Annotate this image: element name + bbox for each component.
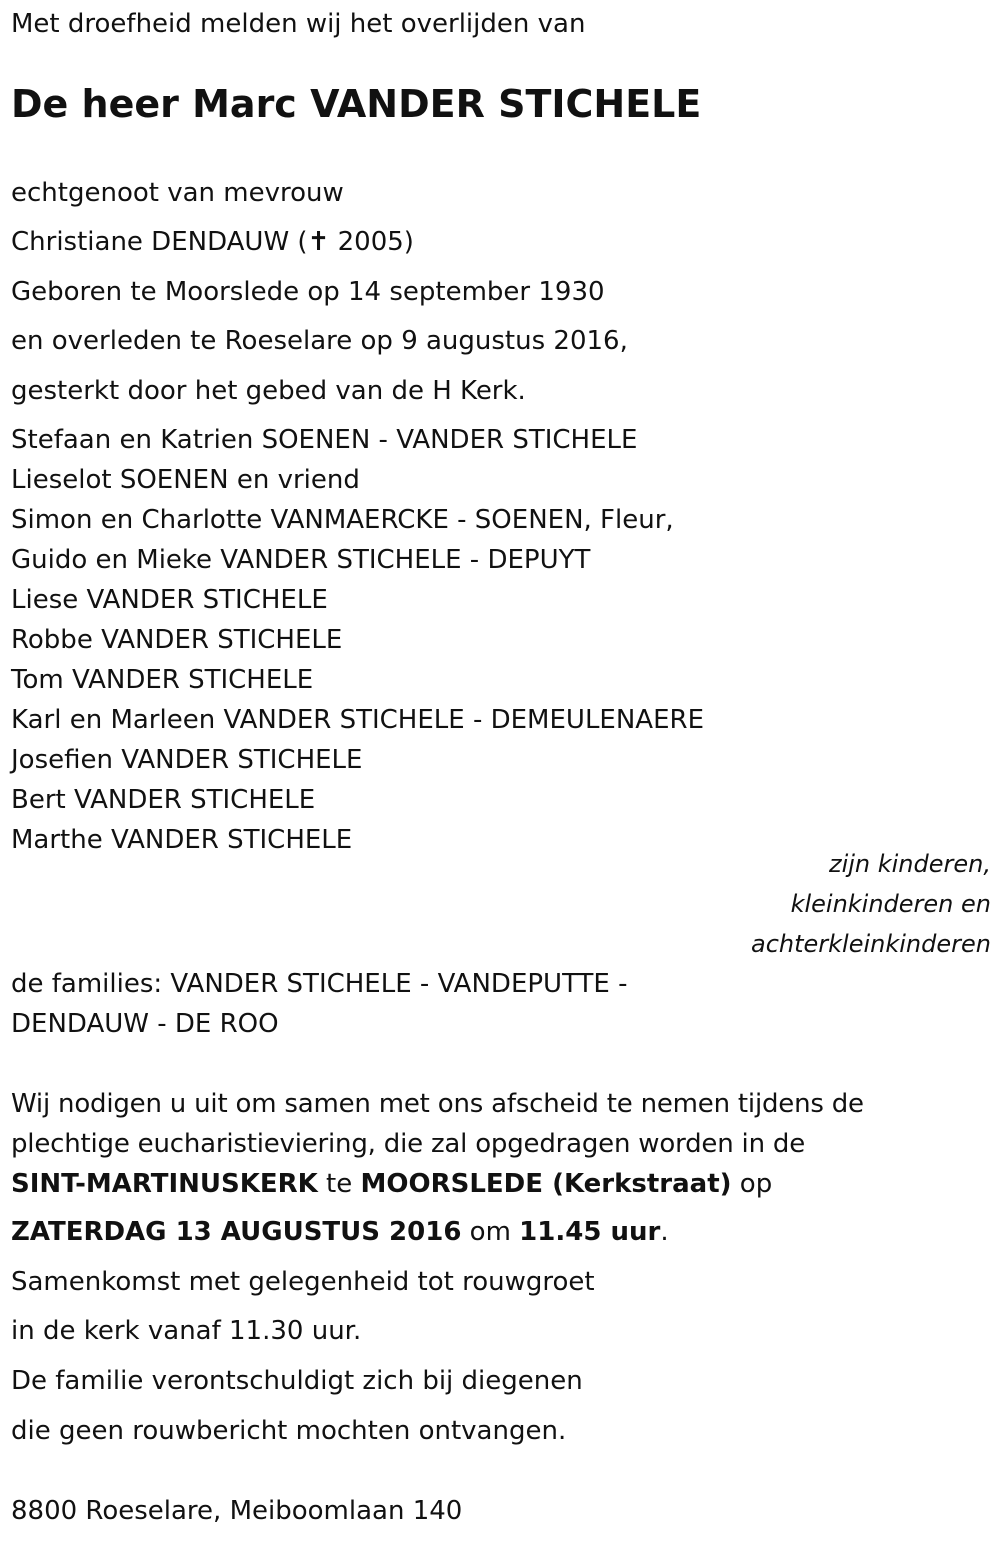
connector-te: te: [317, 1169, 361, 1199]
spouse-line-2: Christiane DENDAUW (✝ 2005): [11, 227, 414, 257]
address: 8800 Roeselare, Meiboomlaan 140: [11, 1496, 463, 1526]
blessing-line: gesterkt door het gebed van de H Kerk.: [11, 376, 526, 406]
connector-op: op: [731, 1169, 773, 1199]
deceased-name: De heer Marc VANDER STICHELE: [11, 82, 702, 126]
gathering-line-2: in de kerk vanaf 11.30 uur.: [11, 1316, 362, 1346]
family-member: Liese VANDER STICHELE: [11, 585, 328, 615]
ceremony-line-2: plechtige eucharistieviering, die zal opgedragen worden in de: [11, 1129, 806, 1159]
ceremony-line-1: Wij nodigen u uit om samen met ons afscheid te nemen tijdens de: [11, 1089, 864, 1119]
intro-text: Met droefheid melden wij het overlijden van: [11, 9, 586, 39]
families-line-2: DENDAUW - DE ROO: [11, 1009, 279, 1039]
church-name: SINT-MARTINUSKERK: [11, 1169, 318, 1199]
family-member: Simon en Charlotte VANMAERCKE - SOENEN, Fleur,: [11, 505, 674, 535]
spouse-line-1: echtgenoot van mevrouw: [11, 178, 344, 208]
relation-line: zijn kinderen,: [828, 850, 991, 878]
relation-line: kleinkinderen en: [790, 890, 991, 918]
family-member: Stefaan en Katrien SOENEN - VANDER STICHELE: [11, 425, 638, 455]
death-line: en overleden te Roeselare op 9 augustus 2016,: [11, 326, 628, 356]
ceremony-location-line: [11, 1169, 772, 1200]
family-member: Marthe VANDER STICHELE: [11, 825, 353, 855]
relation-line: achterkleinkinderen: [751, 930, 991, 958]
apology-line-1: De familie verontschuldigt zich bij diegenen: [11, 1366, 583, 1396]
families-line-1: de families: VANDER STICHELE - VANDEPUTTE -: [11, 969, 628, 999]
family-member: Karl en Marleen VANDER STICHELE - DEMEULENAERE: [11, 705, 705, 735]
ceremony-date: ZATERDAG 13 AUGUSTUS 2016: [11, 1217, 462, 1247]
family-member: Guido en Mieke VANDER STICHELE - DEPUYT: [11, 545, 591, 575]
connector-om: om: [461, 1217, 520, 1247]
apology-line-2: die geen rouwbericht mochten ontvangen.: [11, 1416, 567, 1446]
period: .: [660, 1217, 669, 1247]
birth-line: Geboren te Moorslede op 14 september 1930: [11, 277, 605, 307]
family-member: Robbe VANDER STICHELE: [11, 625, 343, 655]
gathering-line-1: Samenkomst met gelegenheid tot rouwgroet: [11, 1267, 595, 1297]
obituary-notice: [11, 0, 991, 1546]
family-member: Lieselot SOENEN en vriend: [11, 465, 360, 495]
family-member: Josefien VANDER STICHELE: [11, 745, 363, 775]
church-place: MOORSLEDE (Kerkstraat): [360, 1169, 732, 1199]
ceremony-date-line: [11, 1217, 669, 1248]
family-member: Bert VANDER STICHELE: [11, 785, 316, 815]
family-member: Tom VANDER STICHELE: [11, 665, 314, 695]
ceremony-time: 11.45 uur: [519, 1217, 661, 1247]
